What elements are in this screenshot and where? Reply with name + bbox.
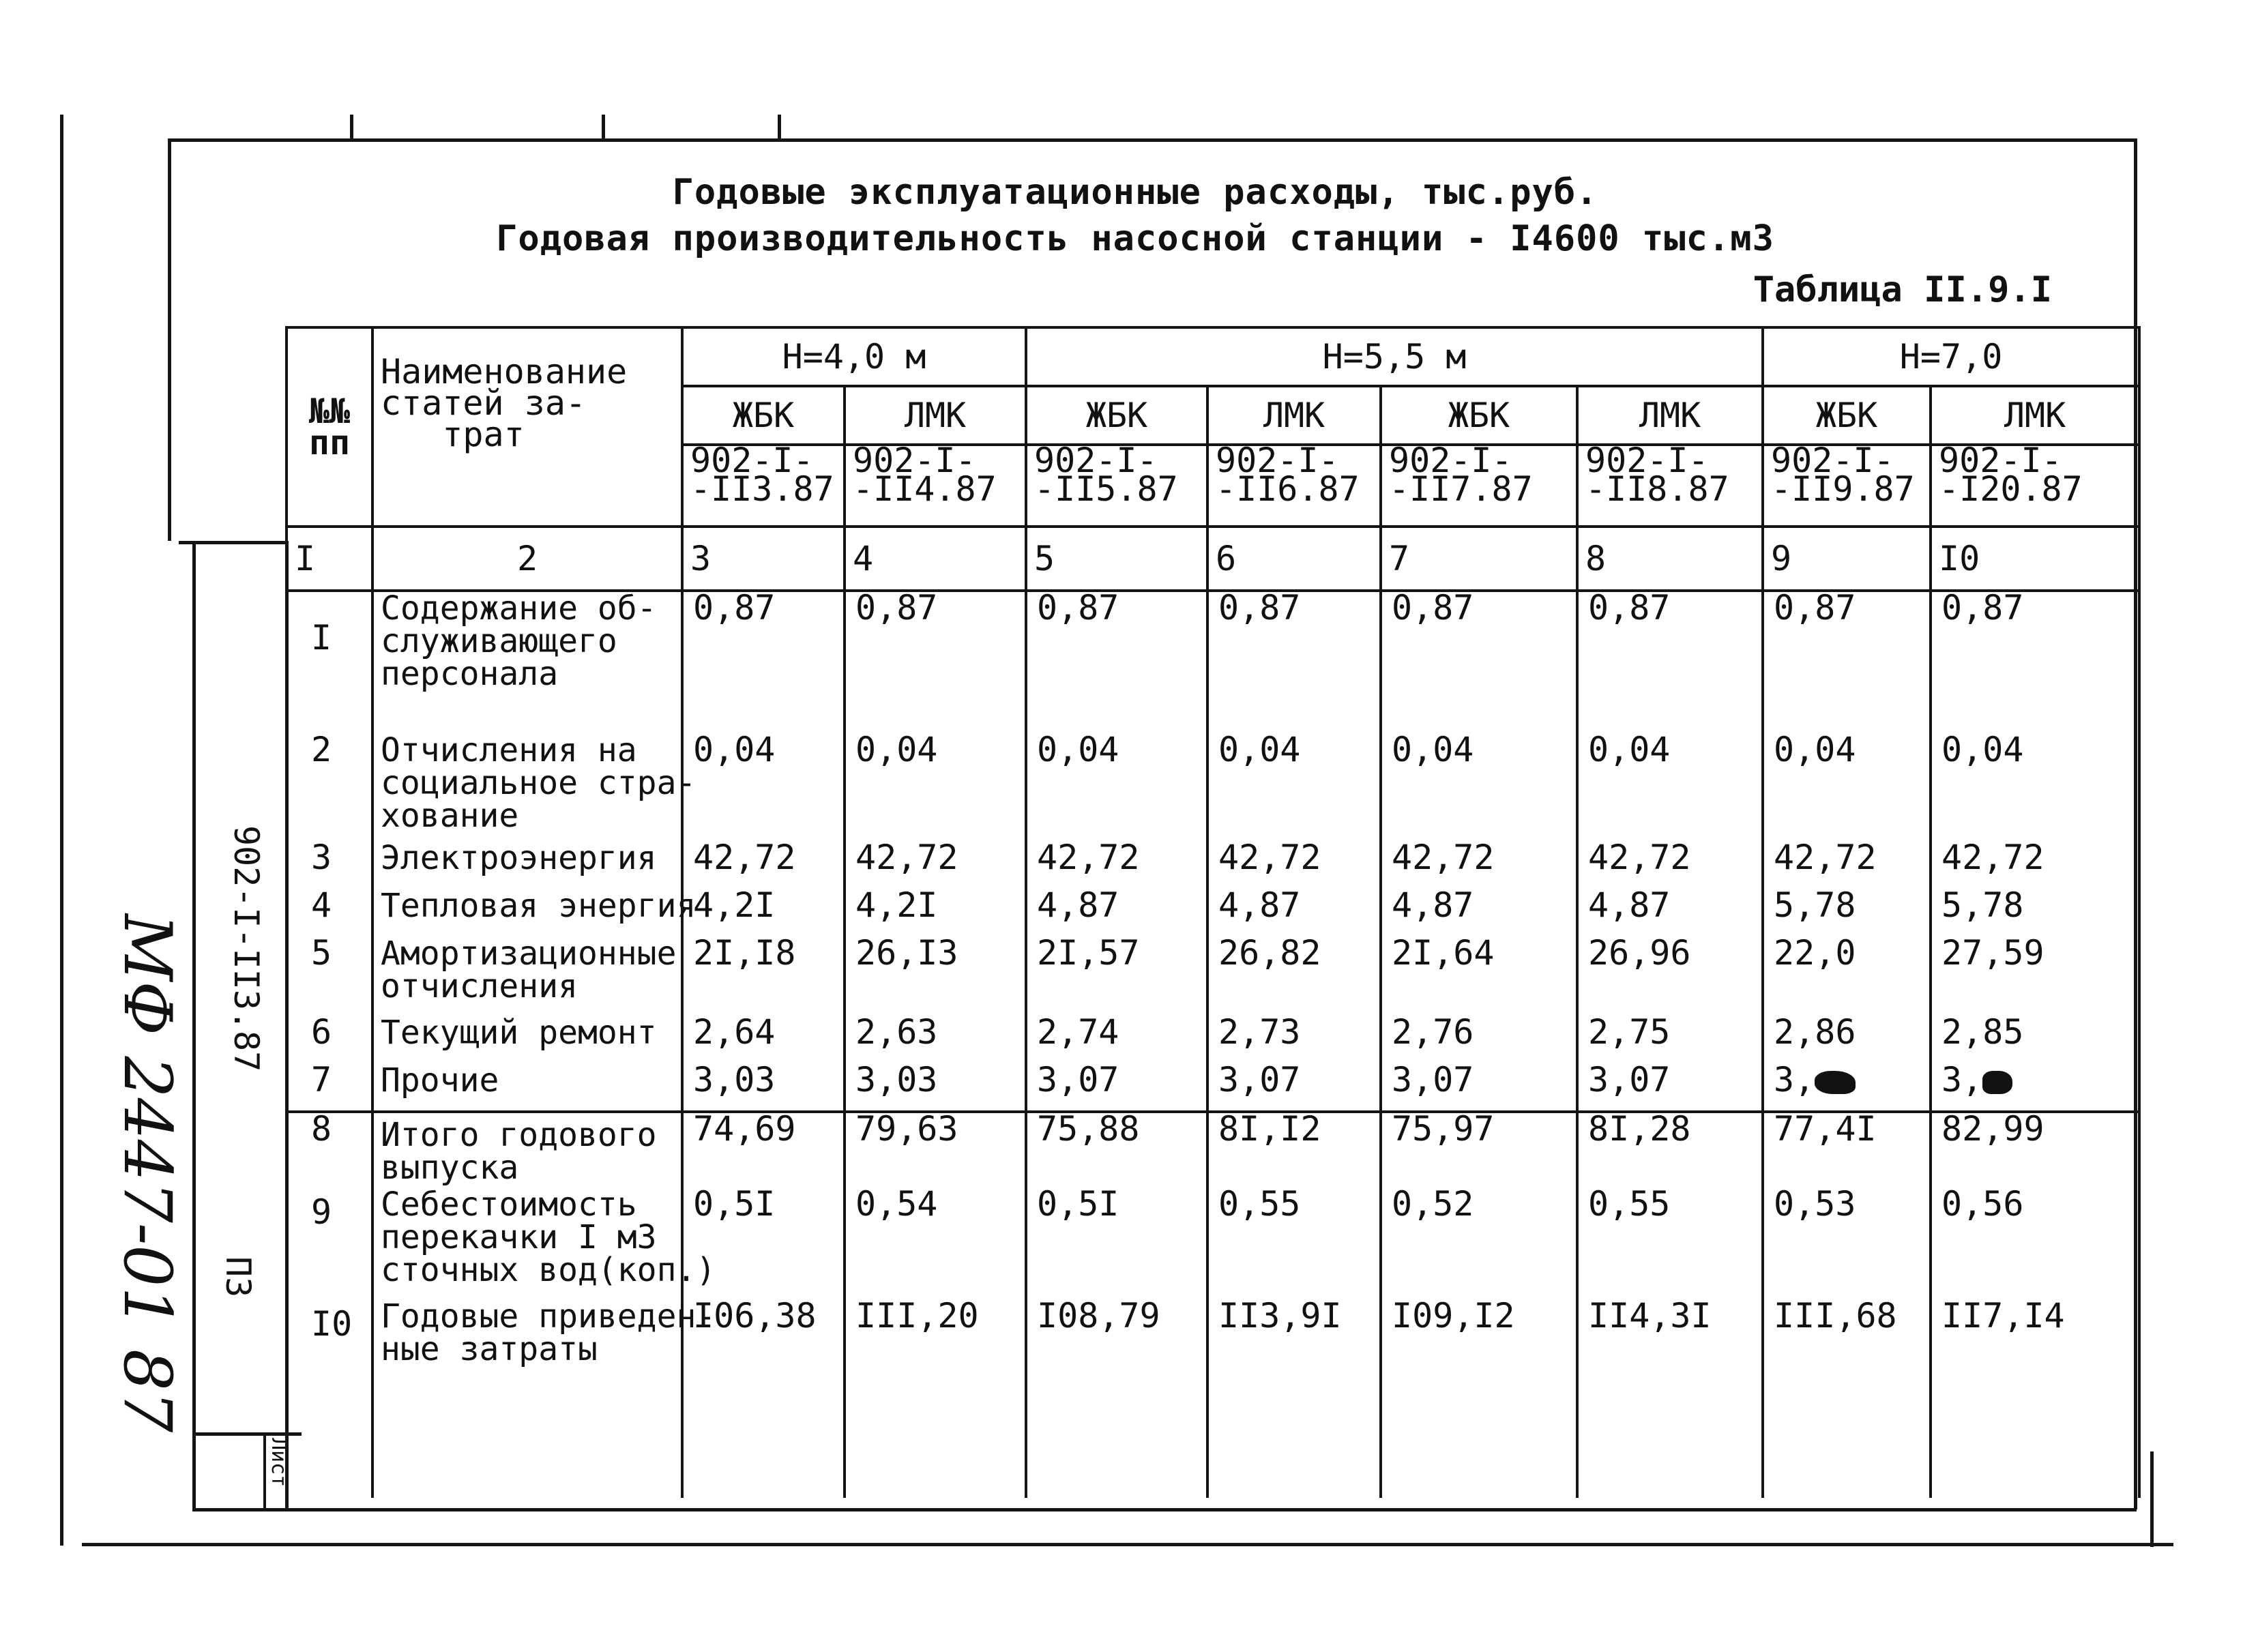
project-code-cell: 902-I- -II9.87 bbox=[1763, 445, 1931, 527]
col-number: 8 bbox=[1577, 527, 1763, 591]
col-number: 9 bbox=[1763, 527, 1931, 591]
value-cell: 77,4I bbox=[1763, 1112, 1931, 1188]
value-cell: 82,99 bbox=[1931, 1112, 2139, 1188]
value-cell: 42,72 bbox=[1026, 842, 1207, 889]
ink-blot-icon bbox=[1982, 1071, 2012, 1094]
frame-bottom-outer bbox=[82, 1543, 2173, 1546]
col-number: 6 bbox=[1207, 527, 1381, 591]
table-number: Таблица II.9.I bbox=[1753, 269, 2052, 310]
value-cell: 2,86 bbox=[1763, 1016, 1931, 1064]
value-cell: 4,87 bbox=[1381, 889, 1577, 937]
value-cell: 42,72 bbox=[1931, 842, 2139, 889]
row-name: Содержание об- служивающего персонала bbox=[372, 591, 682, 734]
value-cell: 0,54 bbox=[845, 1188, 1026, 1300]
table-row bbox=[287, 1064, 2139, 1112]
col-number: 3 bbox=[682, 527, 845, 591]
type-zhbk: ЖБК bbox=[1381, 386, 1577, 445]
value-cell: II7,I4 bbox=[1931, 1300, 2139, 1378]
value-cell: 0,87 bbox=[1577, 591, 1763, 734]
project-code-cell: 902-I- -II6.87 bbox=[1207, 445, 1381, 527]
value-cell: 2,85 bbox=[1931, 1016, 2139, 1064]
value-cell: 4,2I bbox=[845, 889, 1026, 937]
row-num: 3 bbox=[287, 842, 372, 889]
page-subtitle: Годовая производительность насосной станции - I4600 тыс.м3 bbox=[496, 218, 1774, 259]
type-lmk: ЛМК bbox=[845, 386, 1026, 445]
project-code-cell: 902-I- -II5.87 bbox=[1026, 445, 1207, 527]
tick-2 bbox=[602, 115, 605, 142]
value-cell: 0,5I bbox=[1026, 1188, 1207, 1300]
value-cell: 3,07 bbox=[1577, 1064, 1763, 1112]
stamp-sheet-divider bbox=[263, 1432, 266, 1509]
value-cell: 0,87 bbox=[1763, 591, 1931, 734]
value-cell: 0,87 bbox=[682, 591, 845, 734]
value-cell: 0,87 bbox=[1207, 591, 1381, 734]
value-cell: 0,87 bbox=[1931, 591, 2139, 734]
project-code-cell: 902-I- -II7.87 bbox=[1381, 445, 1577, 527]
row-num: 4 bbox=[287, 889, 372, 937]
value-text: 3, bbox=[1941, 1060, 1983, 1100]
value-cell: II3,9I bbox=[1207, 1300, 1381, 1378]
row-num: 5 bbox=[287, 937, 372, 1016]
table-filler-row bbox=[287, 1378, 2139, 1498]
tick-1 bbox=[350, 115, 353, 142]
value-cell bbox=[1763, 1060, 1931, 1112]
row-name: Электроэнергия bbox=[372, 842, 682, 889]
value-cell: 0,52 bbox=[1381, 1188, 1577, 1300]
value-cell: 5,78 bbox=[1931, 889, 2139, 937]
value-cell: 8I,I2 bbox=[1207, 1112, 1381, 1188]
table-row bbox=[287, 734, 2139, 842]
row-num: I0 bbox=[287, 1300, 372, 1378]
tick-3 bbox=[778, 115, 781, 142]
project-code-cell: 902-I- -II4.87 bbox=[845, 445, 1026, 527]
col-number: I0 bbox=[1931, 527, 2139, 591]
value-cell: I09,I2 bbox=[1381, 1300, 1577, 1378]
type-zhbk: ЖБК bbox=[1026, 386, 1207, 445]
row-name: Прочие bbox=[372, 1064, 682, 1112]
col-number: 5 bbox=[1026, 527, 1207, 591]
row-name: Отчисления на социальное стра- хование bbox=[372, 734, 682, 842]
row-num: 6 bbox=[287, 1016, 372, 1064]
costs-table bbox=[285, 326, 2141, 1498]
section-code: ПЗ bbox=[218, 1256, 258, 1298]
value-cell: 74,69 bbox=[682, 1112, 845, 1188]
value-cell: 0,55 bbox=[1577, 1188, 1763, 1300]
type-lmk: ЛМК bbox=[1931, 386, 2139, 445]
frame-left-outer bbox=[60, 115, 63, 1546]
frame-bottom bbox=[192, 1508, 2137, 1511]
row-num: 9 bbox=[287, 1188, 372, 1300]
value-cell: 0,04 bbox=[1026, 734, 1207, 842]
col-number: 4 bbox=[845, 527, 1026, 591]
value-cell: 42,72 bbox=[1577, 842, 1763, 889]
value-cell: 42,72 bbox=[1207, 842, 1381, 889]
table-row bbox=[287, 937, 2139, 1016]
value-cell: I08,79 bbox=[1026, 1300, 1207, 1378]
stamp-left bbox=[192, 541, 196, 1509]
value-cell: 2,74 bbox=[1026, 1016, 1207, 1064]
row-num: 2 bbox=[287, 734, 372, 842]
row-name: Текущий ремонт bbox=[372, 1016, 682, 1064]
value-cell: 2I,64 bbox=[1381, 937, 1577, 1016]
value-cell: 26,82 bbox=[1207, 937, 1381, 1016]
value-cell: 42,72 bbox=[682, 842, 845, 889]
project-code-cell: 902-I- -II8.87 bbox=[1577, 445, 1763, 527]
value-cell bbox=[1931, 1060, 2139, 1112]
value-cell: 2,75 bbox=[1577, 1016, 1763, 1064]
value-cell: 79,63 bbox=[845, 1112, 1026, 1188]
value-cell: 3,07 bbox=[1026, 1064, 1207, 1112]
group-h7: Н=7,0 bbox=[1763, 327, 2139, 386]
value-cell: 0,04 bbox=[845, 734, 1026, 842]
value-cell: 0,87 bbox=[845, 591, 1026, 734]
value-cell: 4,2I bbox=[682, 889, 845, 937]
value-cell: I06,38 bbox=[682, 1300, 845, 1378]
row-num: I bbox=[287, 591, 372, 734]
tick-right bbox=[2150, 1451, 2154, 1547]
sheet-label: Лист bbox=[267, 1438, 291, 1488]
value-cell: 2I,I8 bbox=[682, 937, 845, 1016]
value-cell: 42,72 bbox=[845, 842, 1026, 889]
value-cell: 75,97 bbox=[1381, 1112, 1577, 1188]
value-cell: 0,87 bbox=[1026, 591, 1207, 734]
project-code-cell: 902-I- -II3.87 bbox=[682, 445, 845, 527]
value-cell: 22,0 bbox=[1763, 937, 1931, 1016]
page-title: Годовые эксплуатационные расходы, тыс.руб. bbox=[672, 172, 1598, 213]
col-number: I bbox=[287, 527, 372, 591]
value-cell: III,20 bbox=[845, 1300, 1026, 1378]
table-row bbox=[287, 591, 2139, 734]
row-name: Тепловая энергия bbox=[372, 889, 682, 937]
value-cell: 2,76 bbox=[1381, 1016, 1577, 1064]
table-row bbox=[287, 1188, 2139, 1300]
group-h4: Н=4,0 м bbox=[682, 327, 1026, 386]
value-cell: 27,59 bbox=[1931, 937, 2139, 1016]
value-cell: 0,04 bbox=[682, 734, 845, 842]
row-num: 7 bbox=[287, 1064, 372, 1112]
header-num: №№ пп bbox=[287, 327, 372, 527]
row-name: Амортизационные отчисления bbox=[372, 937, 682, 1016]
value-cell: 0,04 bbox=[1577, 734, 1763, 842]
value-cell: 3,03 bbox=[845, 1064, 1026, 1112]
value-text: 3, bbox=[1774, 1060, 1815, 1100]
value-cell: 0,04 bbox=[1381, 734, 1577, 842]
header-name: Наименование статей за- трат bbox=[372, 327, 682, 527]
type-lmk: ЛМК bbox=[1207, 386, 1381, 445]
type-zhbk: ЖБК bbox=[682, 386, 845, 445]
value-cell: 2,63 bbox=[845, 1016, 1026, 1064]
value-cell: 2,73 bbox=[1207, 1016, 1381, 1064]
ink-blot-icon bbox=[1815, 1071, 1856, 1094]
value-cell: II4,3I bbox=[1577, 1300, 1763, 1378]
value-cell: 75,88 bbox=[1026, 1112, 1207, 1188]
table-row bbox=[287, 1300, 2139, 1378]
project-code-cell: 902-I- -I20.87 bbox=[1931, 445, 2139, 527]
value-cell: 4,87 bbox=[1207, 889, 1381, 937]
value-cell: 4,87 bbox=[1026, 889, 1207, 937]
value-cell: 4,87 bbox=[1577, 889, 1763, 937]
table-row bbox=[287, 1112, 2139, 1188]
col-number: 7 bbox=[1381, 527, 1577, 591]
row-name: Итого годового выпуска bbox=[372, 1112, 682, 1188]
col-number: 2 bbox=[372, 527, 682, 591]
value-cell: 3,03 bbox=[682, 1064, 845, 1112]
table-row bbox=[287, 889, 2139, 937]
value-cell: 0,56 bbox=[1931, 1188, 2139, 1300]
value-cell: 0,04 bbox=[1931, 734, 2139, 842]
value-cell: 42,72 bbox=[1763, 842, 1931, 889]
table-row bbox=[287, 1016, 2139, 1064]
value-cell: 0,04 bbox=[1763, 734, 1931, 842]
value-cell: 0,55 bbox=[1207, 1188, 1381, 1300]
value-cell: 3,07 bbox=[1207, 1064, 1381, 1112]
handwritten-ref: МФ 2447-01 87 bbox=[109, 914, 186, 1433]
value-cell: III,68 bbox=[1763, 1300, 1931, 1378]
value-cell: 8I,28 bbox=[1577, 1112, 1763, 1188]
value-cell: 3,07 bbox=[1381, 1064, 1577, 1112]
value-cell: 26,I3 bbox=[845, 937, 1026, 1016]
value-cell: 2I,57 bbox=[1026, 937, 1207, 1016]
value-cell: 2,64 bbox=[682, 1016, 845, 1064]
row-name: Себестоимость перекачки I м3 сточных вод(коп.) bbox=[372, 1188, 682, 1300]
value-cell: 42,72 bbox=[1381, 842, 1577, 889]
value-cell: 26,96 bbox=[1577, 937, 1763, 1016]
value-cell: 0,04 bbox=[1207, 734, 1381, 842]
value-cell: 5,78 bbox=[1763, 889, 1931, 937]
frame-top bbox=[168, 138, 2137, 142]
group-h55: Н=5,5 м bbox=[1026, 327, 1763, 386]
row-num: 8 bbox=[287, 1112, 372, 1188]
type-lmk: ЛМК bbox=[1577, 386, 1763, 445]
value-cell: 0,87 bbox=[1381, 591, 1577, 734]
row-name: Годовые приведен- ные затраты bbox=[372, 1300, 682, 1378]
table-row bbox=[287, 842, 2139, 889]
value-cell: 0,53 bbox=[1763, 1188, 1931, 1300]
value-cell: 0,5I bbox=[682, 1188, 845, 1300]
project-code: 902-I-II3.87 bbox=[226, 825, 266, 1072]
type-zhbk: ЖБК bbox=[1763, 386, 1931, 445]
